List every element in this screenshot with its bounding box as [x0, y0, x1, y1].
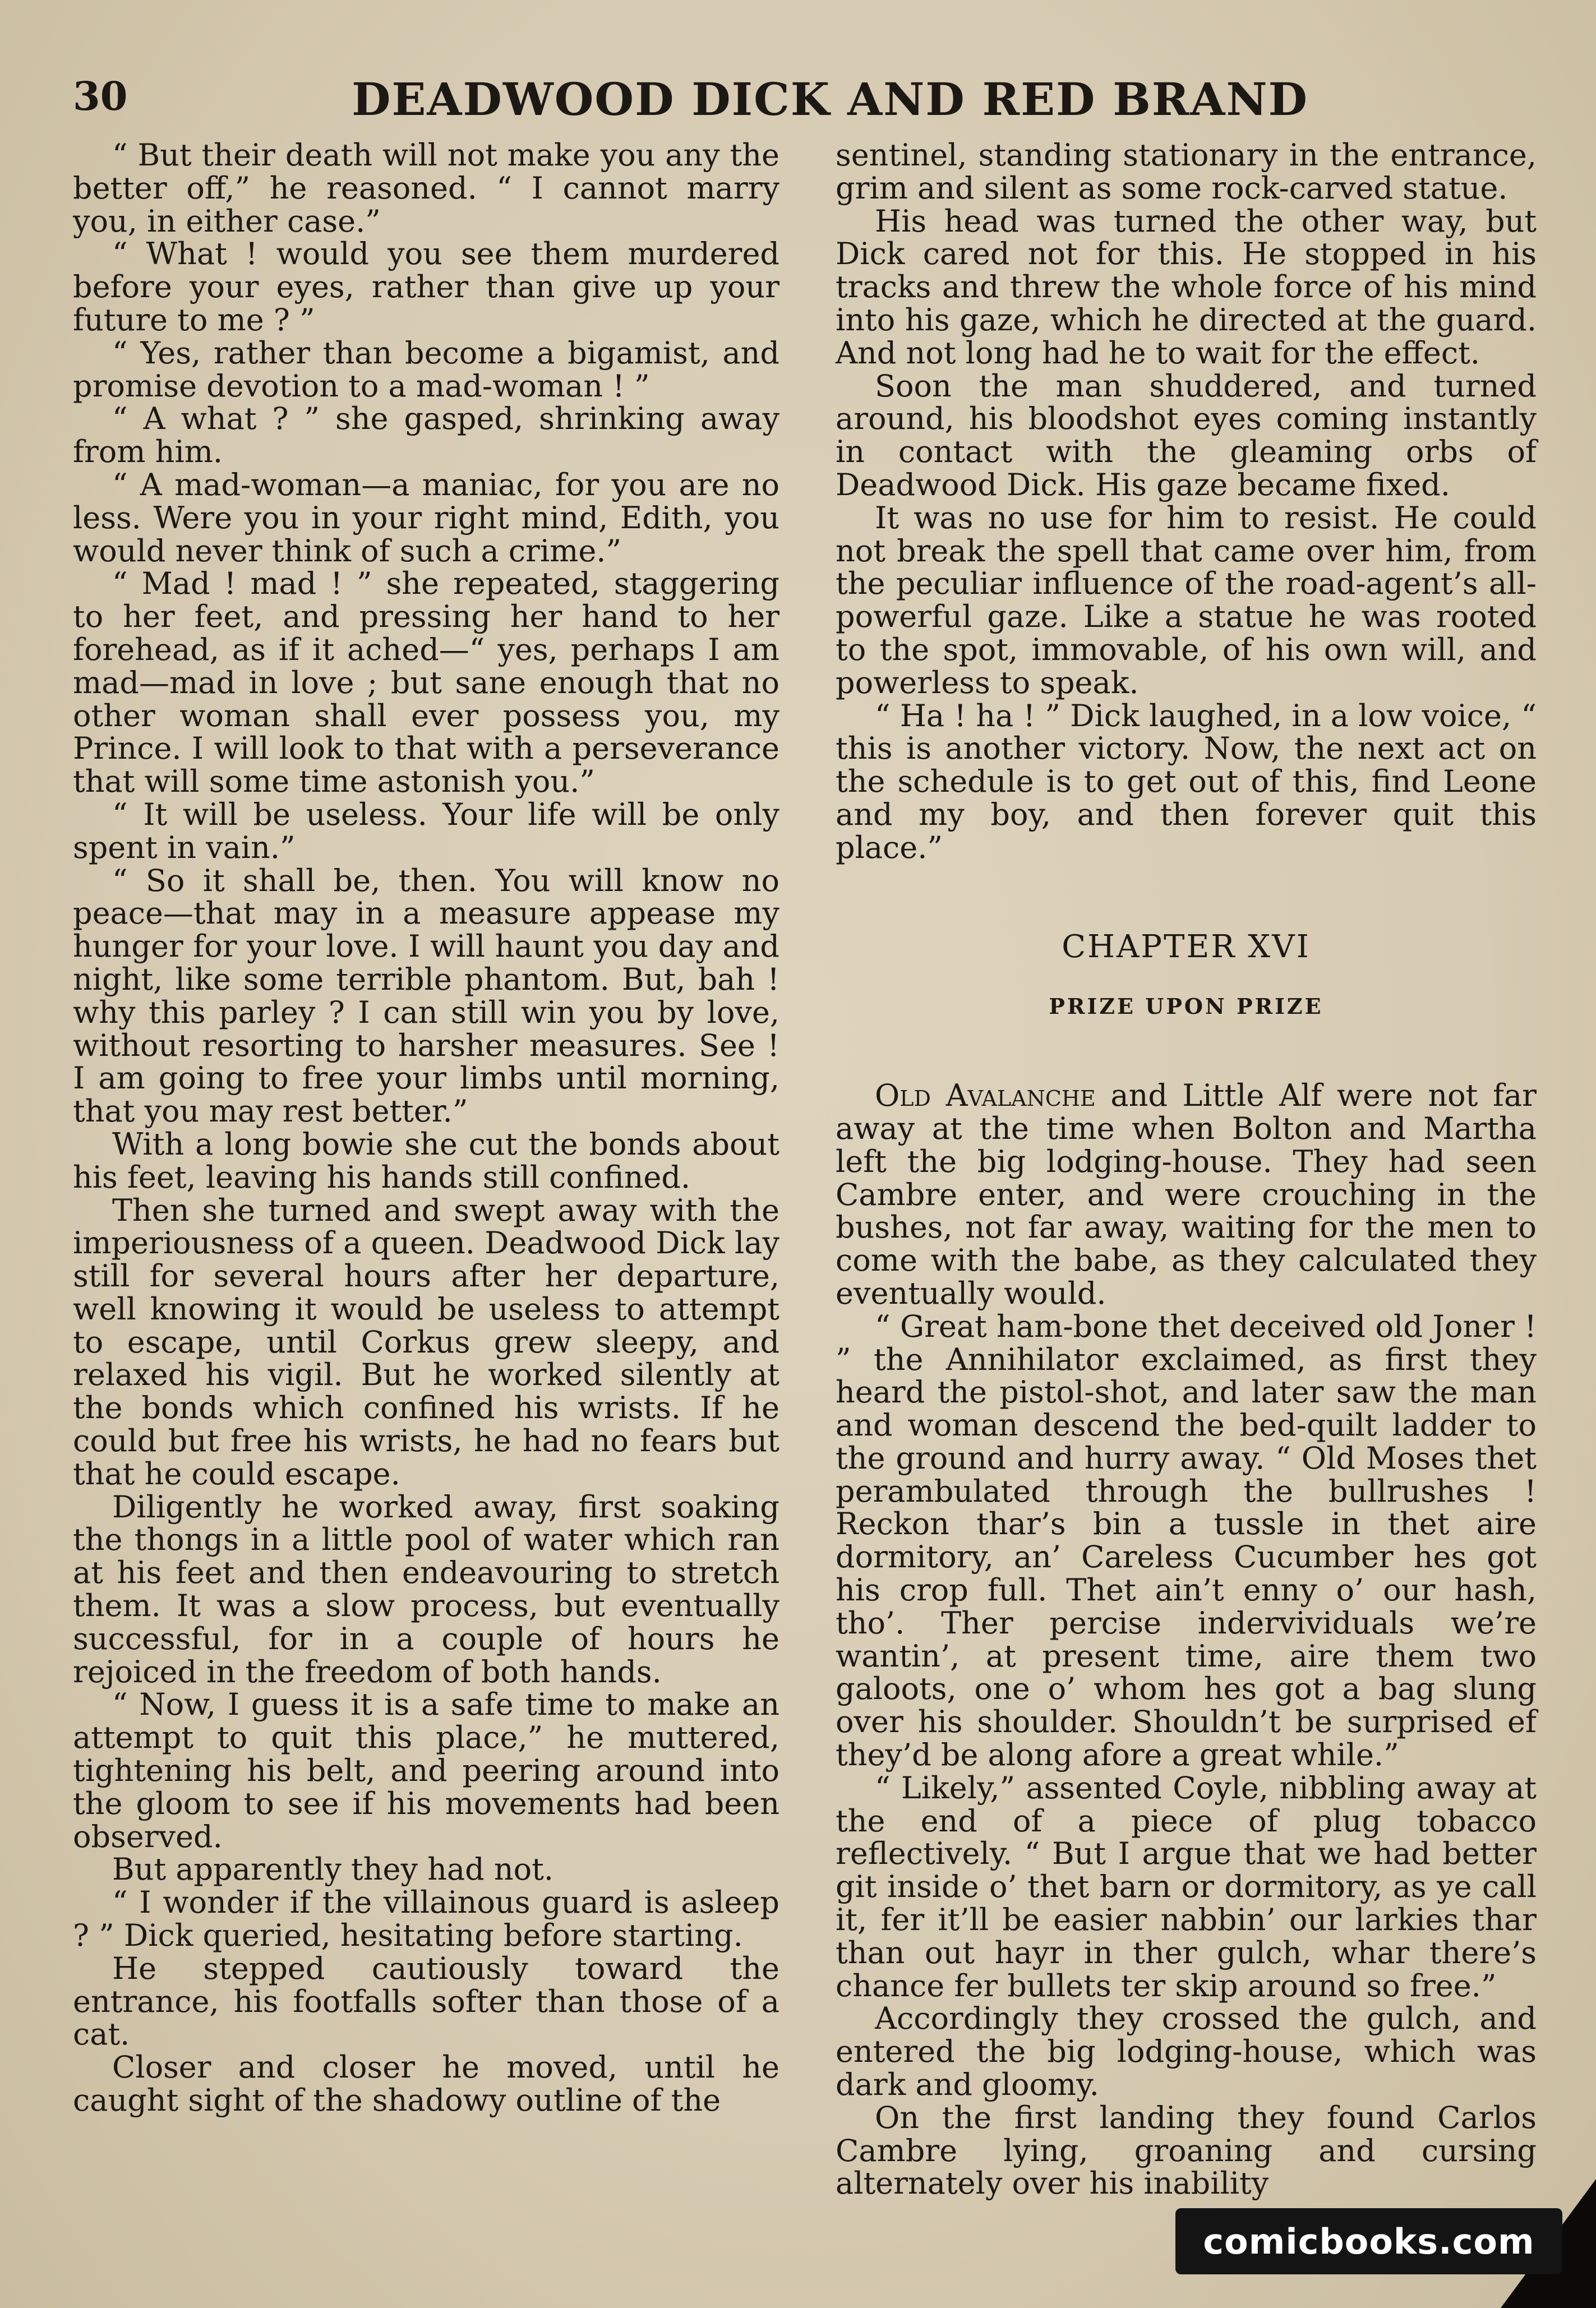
paragraph: “ Mad ! mad ! ” she repeated, staggering to her feet, and pressing her hand to her forehead, as if it ached—“ yes, perhaps I am mad—mad in love ; but sane enough that no other woman shall ever possess you, my Prince. I will look to that with a perseverance that will some time astonish you.” — [73, 566, 779, 800]
watermark-text: comicbooks.com — [1203, 2221, 1535, 2262]
paragraph: “ I wonder if the villainous guard is asleep ? ” Dick queried, hesitating before starting. — [73, 1885, 779, 1954]
paragraph: “ A mad-woman—a maniac, for you are no less. Were you in your right mind, Edith, you would never think of such a crime.” — [73, 467, 779, 569]
paragraph: But apparently they had not. — [112, 1852, 554, 1887]
lead-in-small-caps: Old Avalanche — [875, 1078, 1096, 1114]
paragraph: Then she turned and swept away with the imperiousness of a queen. Deadwood Dick lay still for several hours after her departure, well knowing it would be useless to attempt to escape, until Corkus grew sleepy, and relaxed his vigil. But he worked silently at the bonds which confined his wrists. If he could but free his wrists, he had no fears but that he could escape. — [73, 1192, 779, 1492]
paragraph: “ A what ? ” she gasped, shrinking away from him. — [73, 401, 779, 470]
paragraph: “ So it shall be, then. You will know no peace—that may in a measure appease my hunger for your love. I will haunt you day and night, like some terrible phantom. But, bah ! why this parley ? I can still win you by love, without resorting to harsher measures. See ! I am going to free your limbs until morning, that you may rest better.” — [73, 862, 779, 1129]
paragraph: Diligently he worked away, first soaking the thongs in a little pool of water which ran at his feet and then endeavouring to stretch them. It was a slow process, but eventually successful, for in a couple of hours he rejoiced in the freedom of both hands. — [73, 1489, 779, 1690]
paragraph: He stepped cautiously toward the entrance, his footfalls softer than those of a cat. — [73, 1950, 779, 2052]
chapter-heading: CHAPTER XVI — [1062, 928, 1311, 965]
paragraph: “ It will be useless. Your life will be only spent in vain.” — [73, 796, 779, 865]
page-header — [73, 73, 1553, 140]
paragraph: Accordingly they crossed the gulch, and entered the big lodging-house, which was dark and gloomy. — [836, 2001, 1537, 2103]
paragraph: Soon the man shuddered, and turned around, his bloodshot eyes coming instantly in contact with the gleaming orbs of Deadwood Dick. His gaze became fixed. — [836, 368, 1537, 502]
paragraph: “ Ha ! ha ! ” Dick laughed, in a low voice, “ this is another victory. Now, the next act on the schedule is to get out of this, find Leone and my boy, and then forever quit this place.” — [836, 698, 1537, 865]
paragraph: “ What ! would you see them murdered before your eyes, rather than give up your future to me ? ” — [73, 236, 779, 338]
paragraph: His head was turned the other way, but Dick cared not for this. He stopped in his tracks and threw the whole force of his mind into his gaze, which he directed at the guard. And not long had he to wait for the effect. — [836, 203, 1537, 371]
continued-paragraph: sentinel, standing stationary in the entrance, grim and silent as some rock-carved statue. — [836, 137, 1537, 206]
paragraph: On the first landing they found Carlos Cambre lying, groaning and cursing alternately over his inability — [836, 2099, 1537, 2201]
paragraph: With a long bowie she cut the bonds about his feet, leaving his hands still confined. — [73, 1126, 779, 1195]
opening-text: and Little Alf were not far away at the time when Bolton and Martha left the big lodging-house. They had seen Cambre enter, and were crouching in the bushes, not far away, waiting for the men to come with the babe, as they calculated they eventually would. — [836, 1078, 1537, 1311]
chapter-subtitle: PRIZE UPON PRIZE — [1049, 994, 1323, 1019]
paragraph: “ Likely,” assented Coyle, nibbling away at the end of a piece of plug tobacco reflectively. “ But I argue that we had better git inside o’ thet barn or dormitory, as ye call it, fer it’ll be easier nabbin’ our larkies thar than out hayr in ther gulch, whar there’s chance fer bullets ter skip around so free.” — [836, 1770, 1537, 2004]
paragraph: “ Yes, rather than become a bigamist, and promise devotion to a mad-woman ! ” — [73, 335, 779, 404]
left-column — [73, 139, 779, 2117]
paragraph: Closer and closer he moved, until he caught sight of the shadowy outline of the — [73, 2049, 779, 2118]
right-column — [836, 139, 1537, 2200]
paragraph: “ Now, I guess it is a safe time to make an attempt to quit this place,” he muttered, tightening his belt, and peering around into the gloom to see if his movements had been observed. — [73, 1687, 779, 1854]
paragraph: It was no use for him to resist. He could not break the spell that came over him, from the peculiar influence of the road-agent’s all-powerful gaze. Like a statue he was rooted to the spot, immovable, of his own will, and powerless to speak. — [836, 500, 1537, 700]
paragraph: “ But their death will not make you any the better off,” he reasoned. “ I cannot marry you, in either case.” — [73, 137, 779, 239]
page-number: 30 — [73, 73, 128, 119]
chapter-opening-paragraph — [836, 1079, 1537, 1310]
watermark-badge — [1175, 2208, 1562, 2274]
running-title: DEADWOOD DICK AND RED BRAND — [352, 73, 1308, 126]
paragraph: “ Great ham-bone thet deceived old Joner ! ” the Annihilator exclaimed, as first they heard the pistol-shot, and later saw the man and woman descend the bed-quilt ladder to the ground and hurry away. “ Old Moses thet perambulated through the bullrushes ! Reckon thar’s bin a tussle in thet aire dormitory, an’ Careless Cucumber hes got his crop full. Thet ain’t enny o’ our hash, tho’. Ther percise indervividuals we’re wantin’, at present time, aire them two galoots, one o’ whom hes got a bag slung over his shoulder. Shouldn’t be surprised ef they’d be along afore a great while.” — [836, 1308, 1537, 1773]
